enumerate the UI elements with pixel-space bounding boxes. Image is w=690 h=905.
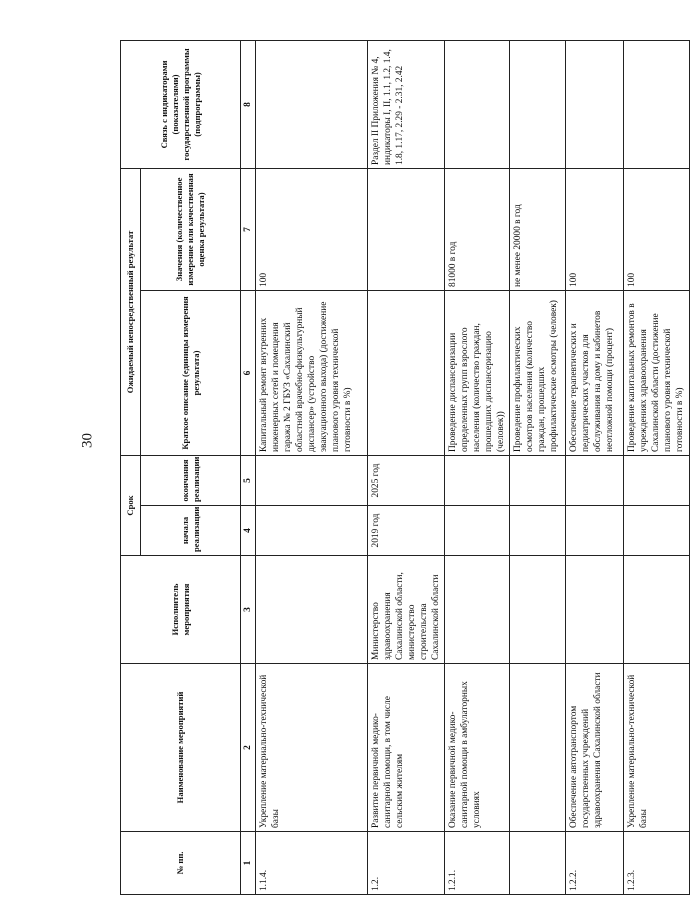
row-executor [445, 556, 510, 664]
row-num: 1.2.1. [445, 832, 510, 895]
row-link [624, 40, 689, 168]
row-link [510, 40, 566, 168]
row-name: Обеспечение автотранспортом государственных учреждений здравоохранения Сахалинской области [566, 664, 624, 832]
table-row [445, 40, 510, 894]
table-row [510, 40, 566, 894]
row-value: 100 [256, 168, 368, 290]
header-link: Связь с индикаторами (показателями) государственной программы (подпрограммы) [121, 40, 241, 168]
row-description: Проведение капитальных ремонтов в учреждениях здравоохранения Сахалинской области (достижение планового уровня технической готовности в %) [624, 290, 689, 455]
row-name: Укрепление материально-технической базы [624, 664, 689, 832]
column-number: 1 [241, 832, 256, 895]
row-value [368, 168, 445, 290]
row-link [445, 40, 510, 168]
row-end [510, 455, 566, 505]
header-value: Значения (количественное измерение или качественная оценка результата) [141, 168, 241, 290]
row-executor [566, 556, 624, 664]
row-executor [256, 556, 368, 664]
row-value: 100 [566, 168, 624, 290]
table-row [624, 40, 689, 894]
row-num: 1.2.3. [624, 832, 689, 895]
row-num: 1.2. [368, 832, 445, 895]
row-end [256, 455, 368, 505]
table-row [368, 40, 445, 894]
table-row [566, 40, 624, 894]
row-end [624, 455, 689, 505]
header-term: Срок [121, 455, 141, 555]
row-start [510, 506, 566, 556]
row-name: Развитие первичной медико-санитарной помощи, в том числе сельским жителям [368, 664, 445, 832]
column-number: 8 [241, 40, 256, 168]
rotated-table-area [120, 41, 686, 895]
header-description: Краткое описание (единицы измерения результата) [141, 290, 241, 455]
row-executor [624, 556, 689, 664]
activities-table [120, 40, 690, 895]
row-value: 81000 в год [445, 168, 510, 290]
row-end [566, 455, 624, 505]
row-start [566, 506, 624, 556]
header-executor: Исполнитель мероприятия [121, 556, 241, 664]
row-num [510, 832, 566, 895]
column-number: 7 [241, 168, 256, 290]
header-num: № пп. [121, 832, 241, 895]
row-link [566, 40, 624, 168]
row-num: 1.1.4. [256, 832, 368, 895]
row-start [445, 506, 510, 556]
table-row [256, 40, 368, 894]
row-end: 2025 год [368, 455, 445, 505]
column-number: 4 [241, 506, 256, 556]
column-number: 3 [241, 556, 256, 664]
row-num: 1.2.2. [566, 832, 624, 895]
row-start: 2019 год [368, 506, 445, 556]
column-number: 5 [241, 455, 256, 505]
row-value: 100 [624, 168, 689, 290]
row-description: Проведение диспансеризации определенных групп взрослого населения (количество граждан, прошедших диспансеризацию (человек)) [445, 290, 510, 455]
row-description: Проведение профилактических осмотров населения (количество граждан, прошедших профилактические осмотры (человек) [510, 290, 566, 455]
row-name: Оказание первичной медико-санитарной помощи в амбулаторных условиях [445, 664, 510, 832]
row-description: Капитальный ремонт внутренних инженерных сетей и помещения гаража № 2 ГБУЗ «Сахалинский областной врачебно-физкультурный диспансер» (устройство эвакуационного выхода) (достижение планового уровня технической готовности в %) [256, 290, 368, 455]
column-number: 2 [241, 664, 256, 832]
row-description [368, 290, 445, 455]
row-executor [510, 556, 566, 664]
row-start [624, 506, 689, 556]
page-number: 30 [79, 433, 96, 448]
row-description: Обеспечение терапевтических и педиатрических участков для обслуживания на дому и кабинетов неотложной помощи (процент) [566, 290, 624, 455]
header-start: начала реализации [141, 506, 241, 556]
header-end: окончания реализации [141, 455, 241, 505]
header-name: Наименование мероприятий [121, 664, 241, 832]
row-name [510, 664, 566, 832]
row-executor: Министерство здравоохранения Сахалинской области, министерство строительства Сахалинской области [368, 556, 445, 664]
row-value: не менее 20000 в год [510, 168, 566, 290]
row-name: Укрепление материально-технической базы [256, 664, 368, 832]
row-start [256, 506, 368, 556]
column-number: 6 [241, 290, 256, 455]
header-result: Ожидаемый непосредственный результат [121, 168, 141, 455]
row-end [445, 455, 510, 505]
column-number-row [241, 40, 256, 894]
row-link [256, 40, 368, 168]
row-link: Раздел II Приложения № 4, индикаторы I, II, 1.1, 1.2, 1.4, 1.8, 1.17, 2.29 - 2.31, 2.42 [368, 40, 445, 168]
